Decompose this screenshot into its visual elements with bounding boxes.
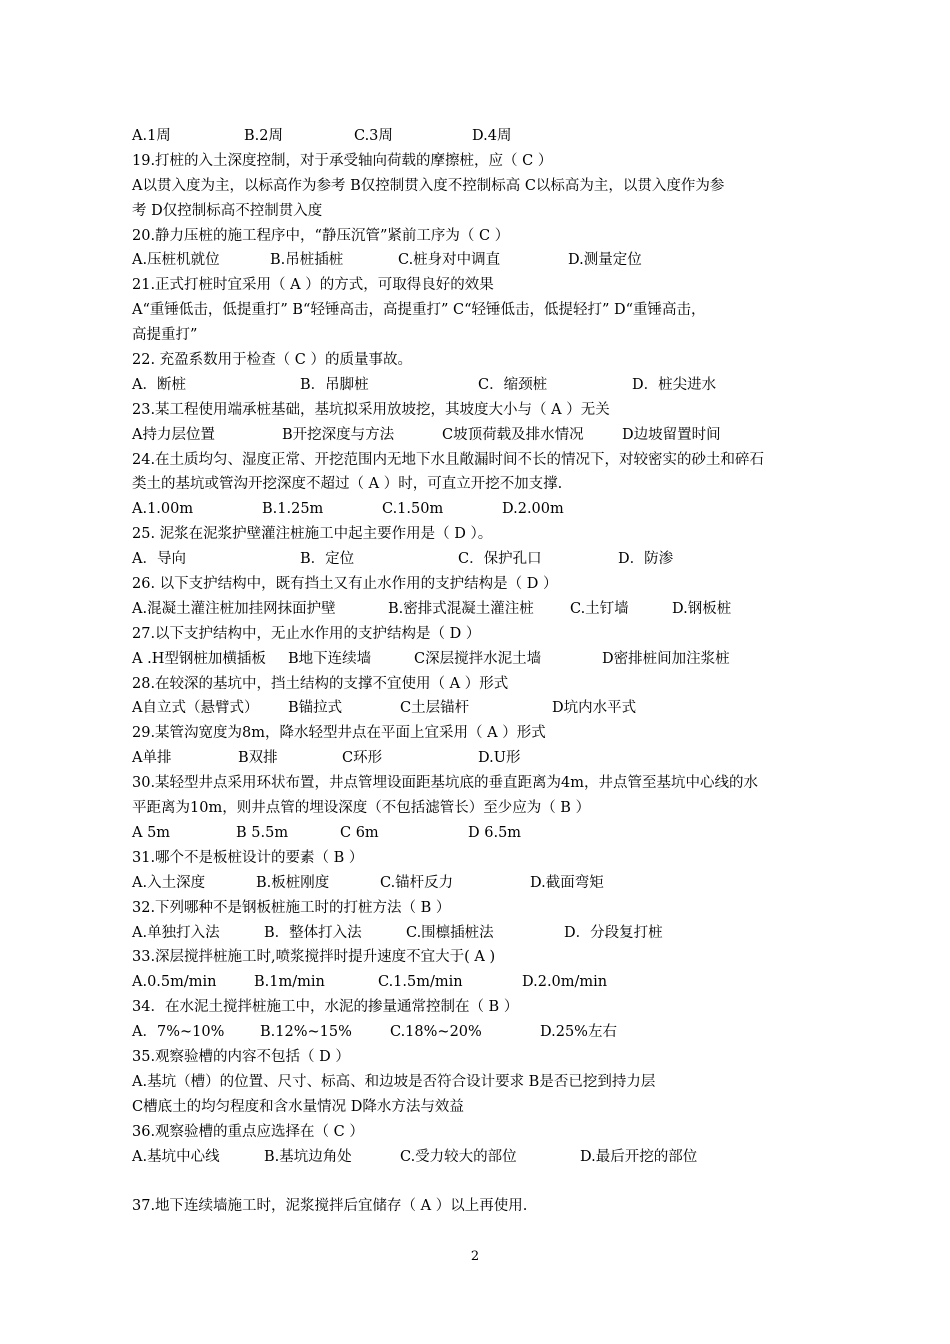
- answer-option: A.1周: [132, 128, 171, 144]
- text-line: 平距离为10m，则井点管的埋设深度（不包括滤管长）至少应为（ B ）: [132, 800, 591, 817]
- answer-option: D.25%左右: [540, 1024, 617, 1041]
- answer-option: D边坡留置时间: [622, 426, 721, 443]
- text-line: 34．在水泥土搅拌桩施工中，水泥的掺量通常控制在（ B ）: [132, 999, 519, 1016]
- answer-option: A．导向: [132, 551, 186, 568]
- answer-options: [132, 970, 838, 995]
- answer-option: C.土钉墙: [570, 600, 629, 617]
- answer-options: [132, 647, 838, 672]
- answer-option: A.1.00m: [132, 501, 194, 518]
- answer-option: D.截面弯矩: [530, 874, 604, 891]
- answer-option: D.2.00m: [502, 501, 564, 518]
- answer-option: A持力层位置: [132, 426, 215, 443]
- answer-options: [132, 821, 838, 846]
- text-line: 26. 以下支护结构中，既有挡土又有止水作用的支护结构是（ D ）: [132, 576, 558, 593]
- answer-option: B.1m/min: [254, 974, 325, 991]
- answer-options: [132, 921, 838, 946]
- answer-option: A .H型钢桩加横插板: [132, 650, 266, 667]
- answer-option: A.单独打入法: [132, 924, 220, 941]
- answer-option: B.板桩刚度: [256, 874, 330, 891]
- answer-options: [132, 373, 838, 398]
- answer-options: [132, 547, 838, 572]
- text-line: C槽底土的均匀程度和含水量情况 D降水方法与效益: [132, 1098, 464, 1115]
- text-line: A以贯入度为主，以标高作为参考 B仅控制贯入度不控制标高 C以标高为主，以贯入度作为参: [132, 177, 725, 194]
- answer-option: D 6.5m: [468, 824, 522, 841]
- answer-option: C环形: [342, 750, 383, 767]
- answer-option: A自立式（悬臂式）: [132, 700, 259, 717]
- text-line: A“重锤低击，低提重打” B“轻锤高击，高提重打” C“轻锤低击，低提轻打” D“重锤高击，: [132, 302, 706, 319]
- text-line: 23.某工程使用端承桩基础，基坑拟采用放坡挖，其坡度大小与（ A ）无关: [132, 401, 610, 418]
- answer-option: B 5.5m: [236, 824, 289, 841]
- answer-option: A单排: [132, 750, 172, 767]
- text-line: 36.观察验槽的重点应选择在（ C ）: [132, 1123, 364, 1140]
- text-line: 考 D仅控制标高不控制贯入度: [132, 202, 323, 219]
- answer-options: [132, 497, 838, 522]
- text-line: 20.静力压桩的施工程序中，“静压沉管”紧前工序为（ C ）: [132, 227, 510, 244]
- text-line: 35.观察验槽的内容不包括（ D ）: [132, 1048, 350, 1065]
- answer-options: [132, 871, 838, 896]
- text-line: 类土的基坑或管沟开挖深度不超过（ A ）时，可直立开挖不加支撑.: [132, 476, 563, 493]
- answer-options: [132, 124, 838, 149]
- answer-option: C.18%~20%: [390, 1024, 482, 1041]
- text-line: 29.某管沟宽度为8m，降水轻型井点在平面上宜采用（ A ）形式: [132, 725, 546, 742]
- answer-option: D坑内水平式: [552, 700, 637, 717]
- answer-option: B双排: [238, 750, 278, 767]
- text-line: 24.在土质均匀、湿度正常、开挖范围内无地下水且敞漏时间不长的情况下，对较密实的砂土和碎石: [132, 451, 765, 468]
- answer-option: A.基坑中心线: [132, 1148, 220, 1165]
- answer-option: D．防渗: [618, 551, 674, 568]
- text-line: 25. 泥浆在泥浆护壁灌注桩施工中起主要作用是（ D ）。: [132, 526, 493, 543]
- question-list: [132, 124, 838, 1219]
- text-line: 37.地下连续墙施工时，泥浆搅拌后宜储存（ A ）以上再使用.: [132, 1198, 528, 1215]
- answer-option: D.最后开挖的部位: [580, 1148, 698, 1165]
- answer-option: C．缩颈桩: [478, 376, 548, 393]
- answer-option: B锚拉式: [288, 700, 343, 717]
- answer-option: C.1.5m/min: [378, 974, 463, 991]
- answer-option: B地下连续墙: [288, 650, 372, 667]
- text-line: 27.以下支护结构中，无止水作用的支护结构是（ D ）: [132, 625, 481, 642]
- answer-option: B．定位: [300, 551, 355, 568]
- text-line: 28.在较深的基坑中，挡土结构的支撑不宜使用（ A ）形式: [132, 675, 509, 692]
- answer-option: D.2.0m/min: [522, 974, 608, 991]
- answer-option: B.吊桩插桩: [270, 252, 344, 269]
- text-line: 21.正式打桩时宜采用（ A ）的方式，可取得良好的效果: [132, 277, 494, 294]
- answer-option: C.桩身对中调直: [398, 252, 501, 269]
- text-line: 22. 充盈系数用于检查（ C ）的质量事故。: [132, 352, 412, 369]
- answer-option: C深层搅拌水泥土墙: [414, 650, 542, 667]
- answer-option: A.0.5m/min: [132, 974, 217, 991]
- text-line: 31.哪个不是板桩设计的要素（ B ）: [132, 849, 364, 866]
- answer-option: D.4周: [472, 128, 512, 144]
- answer-option: C.受力较大的部位: [400, 1148, 517, 1165]
- answer-option: A.入土深度: [132, 874, 206, 891]
- answer-option: D.U形: [478, 750, 521, 767]
- answer-option: D.测量定位: [568, 252, 642, 269]
- text-line: 33.深层搅拌桩施工时,喷浆搅拌时提升速度不宜大于( A ): [132, 949, 496, 966]
- answer-option: A.混凝土灌注桩加挂网抹面护壁: [132, 600, 336, 617]
- answer-option: C.3周: [354, 128, 393, 144]
- answer-options: [132, 696, 838, 721]
- answer-option: B开挖深度与方法: [282, 426, 395, 443]
- answer-option: C 6m: [340, 824, 379, 841]
- blank-line: [132, 1169, 838, 1194]
- answer-option: B.1.25m: [262, 501, 324, 518]
- answer-option: A．7%~10%: [132, 1024, 225, 1041]
- answer-option: B.2周: [244, 128, 283, 144]
- answer-option: D密排桩间加注浆桩: [602, 650, 730, 667]
- answer-options: [132, 1145, 838, 1170]
- answer-option: C坡顶荷载及排水情况: [442, 426, 584, 443]
- text-line: A.基坑（槽）的位置、尺寸、标高、和边坡是否符合设计要求 B是否已挖到持力层: [132, 1073, 656, 1090]
- answer-option: D．分段复打桩: [564, 924, 663, 941]
- answer-option: A.压桩机就位: [132, 252, 220, 269]
- answer-options: [132, 597, 838, 622]
- answer-option: B．吊脚桩: [300, 376, 369, 393]
- answer-option: A 5m: [132, 824, 171, 841]
- answer-options: [132, 248, 838, 273]
- answer-option: B.密排式混凝土灌注桩: [388, 600, 534, 617]
- answer-option: C.锚杆反力: [380, 874, 454, 891]
- answer-option: C.1.50m: [382, 501, 444, 518]
- answer-options: [132, 746, 838, 771]
- answer-options: [132, 1020, 838, 1045]
- text-line: 30.某轻型井点采用环状布置，井点管埋设面距基坑底的垂直距离为4m，井点管至基坑中心线的水: [132, 775, 759, 792]
- text-line: 32.下列哪种不是钢板桩施工时的打桩方法（ B ）: [132, 899, 451, 916]
- answer-option: C．保护孔口: [458, 551, 542, 568]
- page-number: 2: [470, 1249, 480, 1264]
- answer-option: D．桩尖进水: [632, 376, 717, 393]
- answer-option: B．整体打入法: [264, 924, 362, 941]
- text-line: 高提重打”: [132, 327, 198, 344]
- answer-option: C土层锚杆: [400, 700, 470, 717]
- answer-option: A．断桩: [132, 376, 186, 393]
- answer-option: B.12%~15%: [260, 1024, 352, 1041]
- answer-options: [132, 423, 838, 448]
- answer-option: B.基坑边角处: [264, 1148, 352, 1165]
- answer-option: D.钢板桩: [672, 600, 732, 617]
- text-line: 19.打桩的入土深度控制，对于承受轴向荷载的摩擦桩，应（ C ）: [132, 152, 553, 169]
- answer-option: C.围檩插桩法: [406, 924, 494, 941]
